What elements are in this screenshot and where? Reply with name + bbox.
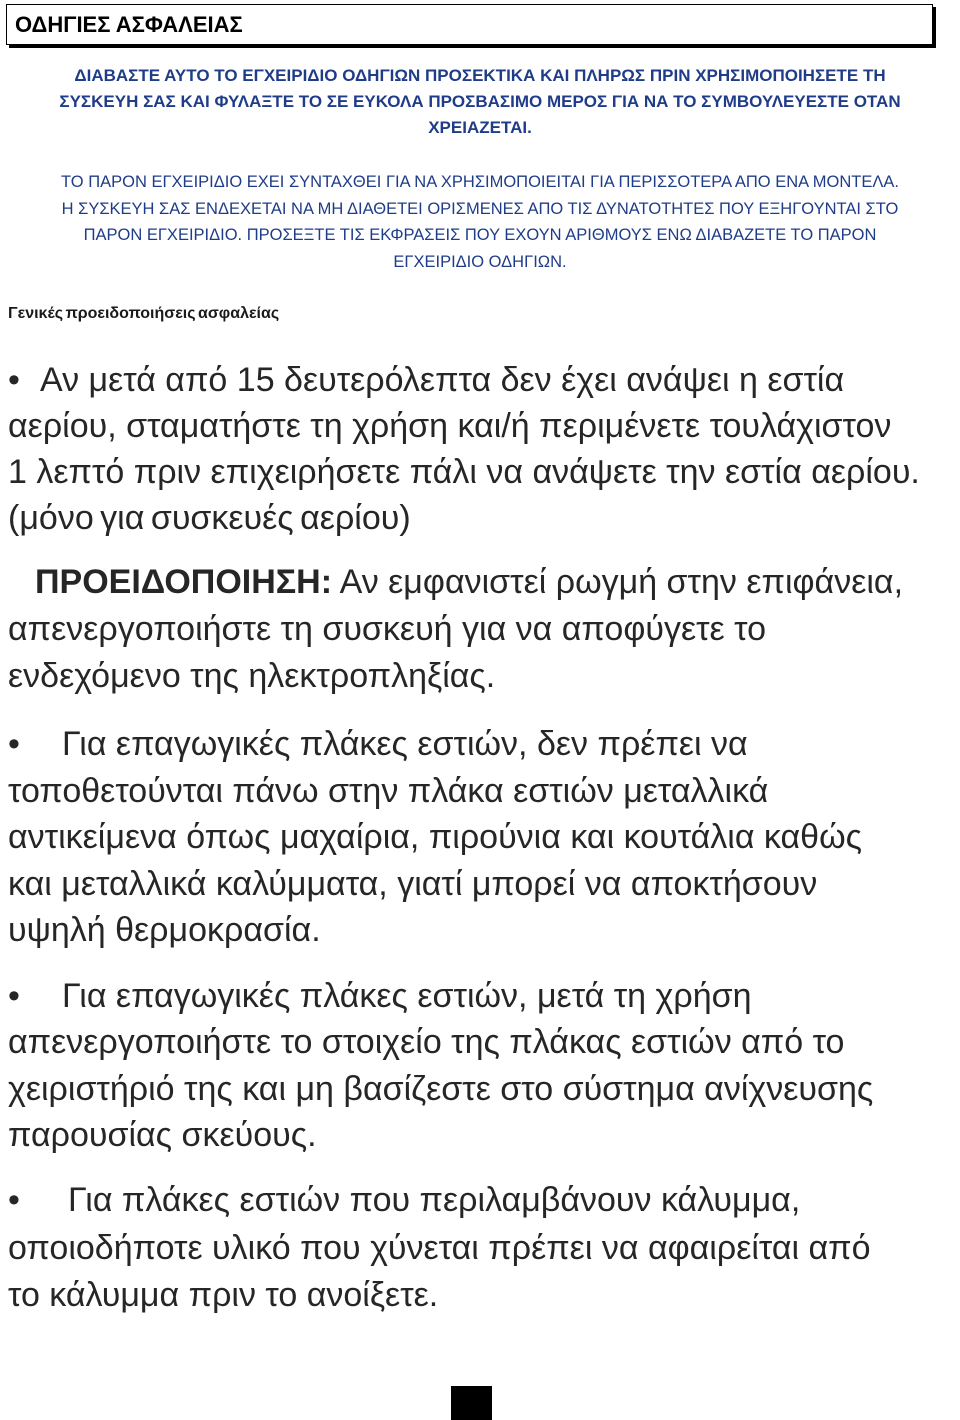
warning-line: και μεταλλικά καλύμματα, γιατί μπορεί να αποκτήσουν	[8, 864, 818, 903]
caution-line: ενδεχόμενο της ηλεκτροπληξίας.	[8, 657, 496, 695]
warning-line	[8, 357, 844, 403]
notice-line: ΔΙΑΒΑΣΤΕ ΑΥΤΟ ΤΟ ΕΓΧΕΙΡΙΔΙΟ ΟΔΗΓΙΩΝ ΠΡΟΣΕΚΤΙΚΑ ΚΑΙ ΠΛΗΡΩΣ ΠΡΙΝ ΧΡΗΣΙΜΟΠΟΙΗΣΕΤΕ ΤΗ	[74, 66, 886, 85]
caution-label: ΠΡΟΕΙΔΟΠΟΙΗΣΗ:	[35, 563, 333, 601]
warning-line: αερίου, σταματήστε τη χρήση και/ή περιμένετε τουλάχιστον	[8, 407, 892, 445]
caution-item	[8, 559, 903, 700]
section-heading: Γενικές προειδοποιήσεις ασφαλείας	[8, 305, 280, 322]
warning-item	[8, 1177, 871, 1320]
caution-line: απενεργοποιήστε τη συσκευή για να αποφύγετε το	[8, 610, 767, 648]
warning-line: απενεργοποιήστε το στοιχείο της πλάκας εστιών από το	[8, 1023, 845, 1062]
manual-scope-note	[0, 169, 960, 275]
title-box	[6, 4, 933, 45]
warning-line	[8, 1177, 800, 1225]
page-title: ΟΔΗΓΙΕΣ ΑΣΦΑΛΕΙΑΣ	[15, 12, 243, 37]
warning-text: Για επαγωγικές πλάκες εστιών, μετά τη χρήση	[62, 977, 752, 1015]
warning-item	[8, 357, 920, 541]
note-line: Η ΣΥΣΚΕΥΗ ΣΑΣ ΕΝΔΕΧΕΤΑΙ ΝΑ ΜΗ ΔΙΑΘΕΤΕΙ ΟΡΙΣΜΕΝΕΣ ΑΠΟ ΤΙΣ ΔΥΝΑΤΟΤΗΤΕΣ ΠΟΥ ΕΞΗΓΟΥΝΤΑΙ ΣΤΟ	[61, 199, 899, 218]
note-line: ΤΟ ΠΑΡΟΝ ΕΓΧΕΙΡΙΔΙΟ ΕΧΕΙ ΣΥΝΤΑΧΘΕΙ ΓΙΑ ΝΑ ΧΡΗΣΙΜΟΠΟΙΕΙΤΑΙ ΓΙΑ ΠΕΡΙΣΣΟΤΕΡΑ ΑΠΟ ΕΝΑ ΜΟΝΤΕΛΑ.	[61, 173, 899, 191]
bullet-icon: •	[8, 725, 20, 763]
warning-line: 1 λεπτό πριν επιχειρήσετε πάλι να ανάψετε την εστία αερίου.	[8, 453, 920, 491]
warning-item	[8, 721, 862, 954]
warning-line: παρουσίας σκεύους.	[8, 1115, 317, 1154]
bullet-icon: •	[8, 977, 20, 1015]
notice-line: ΧΡΕΙΑΖΕΤΑΙ.	[428, 118, 532, 137]
caution-text: Αν εμφανιστεί ρωγμή στην επιφάνεια,	[339, 563, 904, 601]
warning-line: υψηλή θερμοκρασία.	[8, 911, 321, 949]
notice-line: ΣΥΣΚΕΥΗ ΣΑΣ ΚΑΙ ΦΥΛΑΞΤΕ ΤΟ ΣΕ ΕΥΚΟΛΑ ΠΡΟΣΒΑΣΙΜΟ ΜΕΡΟΣ ΓΙΑ ΝΑ ΤΟ ΣΥΜΒΟΥΛΕΥΕΣΤΕ ΟΤΑΝ	[59, 92, 901, 111]
warning-line: χειριστήριό της και μη βασίζεστε στο σύστημα ανίχνευσης	[8, 1069, 874, 1108]
caution-line	[8, 559, 903, 606]
warning-text: Για πλάκες εστιών που περιλαμβάνουν κάλυμμα,	[68, 1181, 801, 1219]
warning-line: (μόνο για συσκευές αερίου)	[8, 499, 411, 537]
warning-line: αντικείμενα όπως μαχαίρια, πιρούνια και κουτάλια καθώς	[8, 818, 863, 856]
read-manual-notice	[0, 63, 960, 141]
warning-item	[8, 973, 873, 1158]
warning-text: Για επαγωγικές πλάκες εστιών, δεν πρέπει να	[62, 725, 748, 763]
bullet-icon: •	[8, 1181, 20, 1219]
warning-line	[8, 973, 752, 1019]
note-line: ΕΓΧΕΙΡΙΔΙΟ ΟΔΗΓΙΩΝ.	[393, 252, 567, 271]
note-line: ΠΑΡΟΝ ΕΓΧΕΙΡΙΔΙΟ. ΠΡΟΣΕΞΤΕ ΤΙΣ ΕΚΦΡΑΣΕΙΣ ΠΟΥ ΕΧΟΥΝ ΑΡΙΘΜΟΥΣ ΕΝΩ ΔΙΑΒΑΖΕΤΕ ΤΟ ΠΑΡΟΝ	[83, 226, 877, 244]
warning-line: το κάλυμμα πριν το ανοίξετε.	[8, 1276, 439, 1314]
warning-line: τοποθετούνται πάνω στην πλάκα εστιών μεταλλικά	[8, 771, 769, 810]
warning-line: οποιοδήποτε υλικό που χύνεται πρέπει να αφαιρείται από	[8, 1228, 871, 1267]
bullet-icon: •	[8, 361, 20, 399]
warning-text: Αν μετά από 15 δευτερόλεπτα δεν έχει ανάψει η εστία	[40, 361, 845, 399]
warning-line	[8, 721, 748, 768]
page-marker-square	[451, 1386, 492, 1420]
